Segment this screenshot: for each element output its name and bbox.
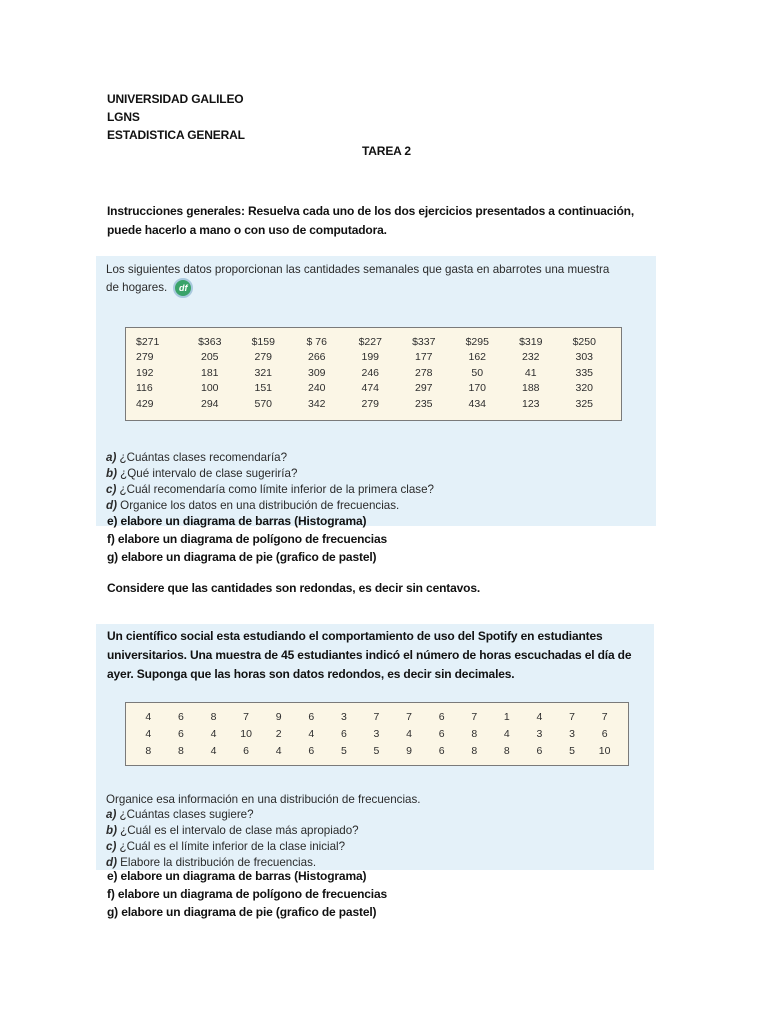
- t2-cell: 3: [373, 727, 380, 740]
- t2-cell: 4: [210, 744, 217, 757]
- task-g: g) elabore un diagrama de pie (grafico de pastel): [107, 905, 377, 919]
- t1-cell: 303: [575, 351, 594, 364]
- exercise-2-questions: [106, 807, 359, 871]
- t1-cell: $227: [358, 335, 382, 348]
- t2-cell: 7: [569, 710, 575, 723]
- t1-cell: $ 76: [306, 335, 327, 348]
- exercise-1-note: Considere que las cantidades son redondas, es decir sin centavos.: [107, 581, 481, 595]
- t1-cell: 235: [414, 397, 433, 410]
- question-d: d) Elabore la distribución de frecuencias.: [106, 856, 317, 869]
- exercise-1-intro-line-2: de hogares.: [106, 281, 168, 295]
- t1-cell: 320: [575, 382, 594, 395]
- t1-cell: 170: [468, 382, 487, 395]
- t2-cell: 3: [340, 710, 347, 723]
- t2-cell: 4: [210, 727, 217, 740]
- t2-cell: 4: [503, 727, 510, 740]
- t2-cell: 3: [536, 727, 543, 740]
- exercise-2-extra-tasks: [107, 867, 387, 921]
- t1-cell: 116: [136, 382, 153, 395]
- t1-cell: 192: [136, 366, 154, 379]
- t2-cell: 6: [308, 744, 315, 757]
- t2-cell: 6: [177, 710, 184, 723]
- exercise-2-organize: Organice esa información en una distribución de frecuencias.: [106, 793, 421, 806]
- t1-cell: 162: [468, 351, 487, 364]
- t1-row: [136, 381, 611, 397]
- t1-cell: 321: [254, 366, 273, 379]
- t1-cell: $295: [465, 335, 489, 348]
- t1-cell: 123: [521, 397, 540, 410]
- t1-cell: 279: [254, 351, 273, 364]
- task-f: f) elabore un diagrama de polígono de frecuencias: [107, 887, 388, 901]
- t2-cell: 7: [601, 710, 608, 723]
- t2-cell: 9: [275, 710, 282, 723]
- t2-cell: 7: [243, 710, 249, 723]
- t2-cell: 8: [145, 744, 152, 757]
- t2-cell: 4: [308, 727, 315, 740]
- t2-cell: 1: [503, 710, 510, 723]
- t1-cell: 266: [307, 351, 326, 364]
- data-file-icon: df: [173, 278, 193, 298]
- t2-cell: 6: [308, 710, 315, 723]
- t1-cell: 279: [136, 351, 154, 364]
- question-b: b) ¿Cuál es el intervalo de clase más apropiado?: [106, 824, 359, 837]
- t2-cell: 3: [569, 727, 575, 740]
- course-name: ESTADISTICA GENERAL: [107, 128, 245, 142]
- t1-cell: 279: [361, 397, 380, 410]
- question-c: c) ¿Cuál recomendaría como límite inferior de la primera clase?: [106, 483, 434, 496]
- t2-cell: 6: [438, 727, 445, 740]
- exercise-2-intro-line-3: ayer. Suponga que las horas son datos redondos, es decir sin decimales.: [107, 667, 515, 681]
- t1-row: [136, 334, 611, 350]
- t1-cell: 570: [254, 397, 273, 410]
- task-g: g) elabore un diagrama de pie (grafico de pastel): [107, 550, 377, 564]
- task-e: e) elabore un diagrama de barras (Histograma): [107, 514, 367, 528]
- exercise-2-data-table: [125, 702, 629, 766]
- t2-cell: 4: [406, 727, 412, 740]
- t2-cell: 6: [438, 744, 445, 757]
- t2-row: [132, 742, 621, 759]
- t2-cell: 6: [438, 710, 445, 723]
- exercise-2-intro-line-1: Un científico social esta estudiando el comportamiento de uso del Spotify en estudiantes: [107, 629, 603, 643]
- t2-cell: 4: [536, 710, 543, 723]
- exercise-1-intro: [106, 261, 651, 298]
- instructions-line-1: Instrucciones generales: Resuelva cada uno de los dos ejercicios presentados a continuación,: [107, 204, 635, 218]
- program-name: LGNS: [107, 110, 140, 124]
- exercise-1-data-table: [125, 327, 622, 421]
- task-e: e) elabore un diagrama de barras (Histograma): [107, 869, 367, 883]
- t2-cell: 6: [340, 727, 347, 740]
- exercise-1-questions: [106, 450, 434, 514]
- t1-cell: 181: [200, 366, 219, 379]
- exercise-1-extra-tasks: [107, 512, 387, 566]
- t2-cell: 7: [373, 710, 380, 723]
- t2-cell: 8: [210, 710, 217, 723]
- t1-cell: $250: [572, 335, 596, 348]
- exercise-2-intro-line-2: universitarios. Una muestra de 45 estudiantes indicó el número de horas escuchadas el día de: [107, 648, 632, 662]
- t2-cell: 9: [406, 744, 412, 757]
- t2-cell: 5: [373, 744, 380, 757]
- t1-cell: 232: [521, 351, 540, 364]
- t2-cell: 10: [598, 744, 611, 757]
- t1-cell: $363: [198, 335, 222, 348]
- general-instructions: [107, 202, 647, 240]
- t2-row: [132, 708, 621, 725]
- t1-cell: 434: [468, 397, 487, 410]
- t1-cell: 50: [471, 366, 484, 379]
- t1-cell: 474: [361, 382, 380, 395]
- question-d: d) Organice los datos en una distribución de frecuencias.: [106, 499, 400, 512]
- t1-cell: 325: [575, 397, 594, 410]
- question-b: b) ¿Qué intervalo de clase sugeriría?: [106, 467, 298, 480]
- t1-cell: 188: [521, 382, 540, 395]
- t2-cell: 4: [145, 727, 152, 740]
- t2-cell: 5: [569, 744, 575, 757]
- task-f: f) elabore un diagrama de polígono de frecuencias: [107, 532, 388, 546]
- t2-cell: 6: [536, 744, 543, 757]
- t2-cell: 7: [471, 710, 478, 723]
- t1-cell: 41: [524, 366, 537, 379]
- t1-cell: 246: [361, 366, 380, 379]
- t1-cell: $159: [251, 335, 275, 348]
- t2-cell: 8: [177, 744, 184, 757]
- t2-row: [132, 725, 621, 742]
- t1-row: [136, 396, 611, 412]
- exercise-2-intro: [107, 627, 647, 684]
- t1-cell: 205: [200, 351, 219, 364]
- t1-cell: 199: [361, 351, 380, 364]
- exercise-1-intro-line-1: Los siguientes datos proporcionan las cantidades semanales que gasta en abarrotes una muestra: [106, 263, 610, 276]
- university-name: UNIVERSIDAD GALILEO: [107, 92, 244, 106]
- t1-cell: 342: [307, 397, 326, 410]
- t1-row: [136, 365, 611, 381]
- t1-cell: 297: [414, 382, 433, 395]
- t1-cell: 309: [307, 366, 326, 379]
- t2-cell: 8: [503, 744, 510, 757]
- t1-row: [136, 350, 611, 366]
- t2-cell: 10: [240, 727, 252, 740]
- t2-cell: 6: [601, 727, 608, 740]
- question-a: a) ¿Cuántas clases sugiere?: [106, 808, 254, 821]
- t1-cell: 240: [307, 382, 326, 395]
- instructions-line-2: puede hacerlo a mano o con uso de computadora.: [107, 223, 387, 237]
- question-a: a) ¿Cuántas clases recomendaría?: [106, 451, 288, 464]
- t2-cell: 2: [275, 727, 282, 740]
- t1-cell: $271: [136, 335, 160, 348]
- t1-cell: 100: [200, 382, 219, 395]
- t1-cell: 151: [254, 382, 273, 395]
- t2-cell: 5: [340, 744, 347, 757]
- t2-cell: 6: [177, 727, 184, 740]
- t1-cell: 335: [575, 366, 594, 379]
- t2-cell: 8: [471, 744, 478, 757]
- t1-cell: $319: [519, 335, 543, 348]
- t2-cell: 8: [471, 727, 478, 740]
- t1-cell: $337: [412, 335, 436, 348]
- t2-cell: 6: [243, 744, 249, 757]
- t1-cell: 294: [200, 397, 219, 410]
- t1-cell: 429: [136, 397, 154, 410]
- t2-cell: 7: [406, 710, 412, 723]
- page-title: TAREA 2: [362, 144, 411, 158]
- question-c: c) ¿Cuál es el límite inferior de la clase inicial?: [106, 840, 346, 853]
- t1-cell: 278: [414, 366, 433, 379]
- t2-cell: 4: [145, 710, 152, 723]
- t1-cell: 177: [414, 351, 433, 364]
- document-header: [107, 92, 245, 146]
- t2-cell: 4: [275, 744, 282, 757]
